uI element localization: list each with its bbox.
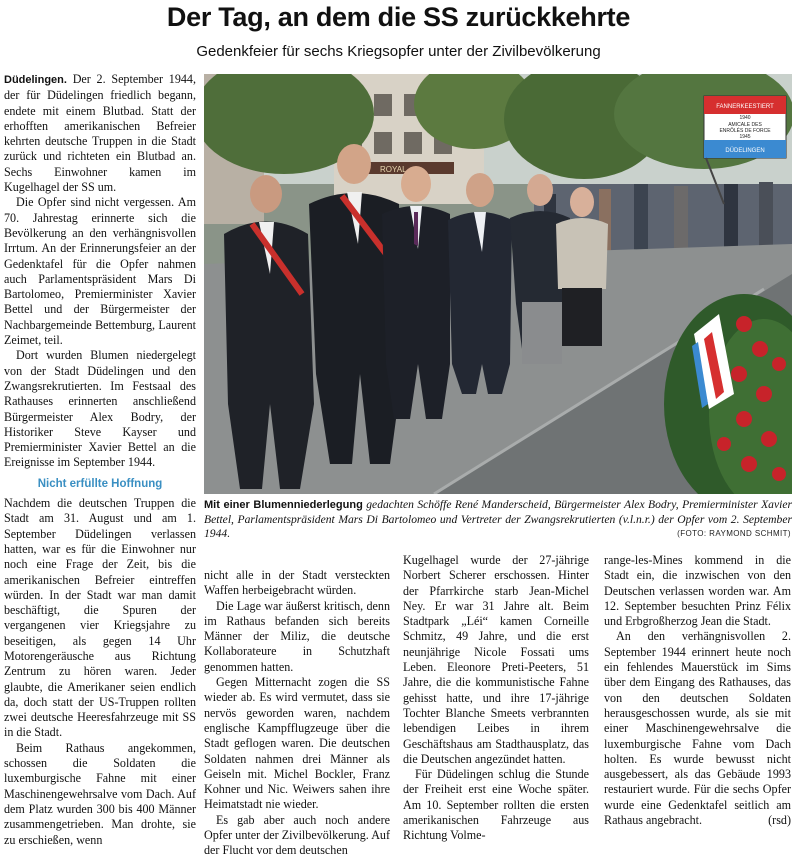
section-paragraph-1: Nachdem die deutschen Truppen die Stadt am 31. August und am 1. September Düdelingen verlassen hatten, war es für die Einwohner nur noch eine Frage der Zeit, bis die amerikanischen Befreier eintreffen würden. In der Stadt war man damit beschäftigt, die Spuren der vergangenen vier Kriegsjahre zu beseitigen, als gegen 14 Uhr Motorengeräusche aus Richtung Zentrum zu hören waren. Jeder glaubte, die Amerikaner seien endlich da, doch statt der US-Truppen rollten zwei deutsche Heeresfahrzeuge mit SS in die Stadt.	[4, 496, 196, 740]
article-column-4	[604, 553, 791, 828]
author-signature: (rsd)	[768, 813, 791, 828]
intro-text-1: Der 2. September 1944, der für Düdelingen friedlich begann, endete mit einem Blutbad. Statt der erhofften amerikanischen Befreier kehrten deutsche Truppen in die Stadt zurück und richteten ein Blutbad an. Sechs Einwohner kamen im Kugelhagel der SS um.	[4, 72, 196, 195]
photo-credit: (FOTO: RAYMOND SCHMIT)	[677, 529, 791, 538]
banner-line-5: 1945	[739, 134, 751, 140]
col2-paragraph-4: Es gab aber auch noch andere Opfer unter der Zivilbevölkerung. Auf der Flucht vor dem deutschen	[204, 812, 390, 858]
shop-sign: ROYAL	[380, 165, 407, 174]
caption-lead: Mit einer Blumenniederlegung	[204, 499, 363, 511]
headline: Der Tag, an dem die SS zurückkehrte	[166, 2, 631, 32]
ceremony-photo	[204, 74, 792, 494]
banner-line-4: ENRÔLÉS DE FORCE	[719, 128, 771, 134]
banner-line-6: DÜDELINGEN	[725, 148, 765, 154]
col3-paragraph-1: Kugelhagel wurde der 27-jährige Norbert Scherer erschossen. Hinter der Pfarrkirche starb Jean-Michel Ney. Er war 31 Jahre alt. Beim Stadtpark „Léi“ kamen Corneille Schmitz, 49 Jahre, und die erst neunjährige Nicole Fossati ums Leben. Eleonore Preti-Peeters, 51 Jahre, die die kommunistische Fahne gehisst hatte, und ihre 17-jährige Tochter Blanche Smeets verbrannten lebendigen Leibes in ihrem Geschäftshaus am Stadthausplatz, das die Deutschen angezündet hatten.	[403, 553, 589, 766]
col2-paragraph-1: nicht alle in der Stadt versteckten Waffen herbeigebracht würden.	[204, 568, 390, 598]
col2-paragraph-2: Die Lage war äußerst kritisch, denn im Rathaus befanden sich bereits Männer der Miliz, die deutsche Kollaborateure in Schutzhaft genommen hatten.	[204, 598, 390, 674]
article-column-1	[4, 72, 196, 848]
col3-paragraph-2: Für Düdelingen schlug die Stunde der Freiheit erst eine Woche später. Am 10. September rollten die ersten amerikanischen Fahrzeuge aus Richtung Volme-	[403, 767, 589, 843]
col2-paragraph-3: Gegen Mitternacht zogen die SS wieder ab. Es wird vermutet, dass sie nervös geworden waren, nachdem englische Kampfflugzeuge über die Stadt geflogen waren. Die deutschen Soldaten nahmen drei Männer als Geiseln mit. Michel Bockler, Franz Kohner und Nic. Weiwers sahen ihre Heimatstadt nie wieder.	[204, 675, 390, 812]
intro-paragraph-2: Die Opfer sind nicht vergessen. Am 70. Jahrestag erinnerte sich die Bevölkerung an den verhängnisvollen Irrtum. An der Erinnerungsfeier an der Gedenktafel für die Opfer nahmen auch Parlamentspräsident Mars Di Bartolomeo, Premierminister Xavier Bettel und der Bürgermeister der Nachbargemeinde Bettemburg, Laurent Zeimet, teil.	[4, 195, 196, 348]
caption-text: gedachten Schöffe René Manderscheid, Bürgermeister Alex Bodry, Premierminister Xavier Bettel, Parlamentspräsident Mars Di Bartolomeo und Vertreter der Zwangsrekrutierten (v.l.n.r.) der Opfer vom 2. September 1944.	[204, 498, 792, 540]
banner-line-3: AMICALE DES	[728, 122, 762, 128]
article-column-2	[204, 568, 390, 859]
article-column-3	[403, 553, 589, 844]
col4-paragraph-2-text: An den verhängnisvollen 2. September 1944 erinnert heute noch ein fehlendes Mauerstück im Sims über dem Eingang des Rathauses, das von den deutschen Soldaten herausgeschossen wurde, als sie mit einer Maschinengewehrsalve die luxemburgische Fahne vom Dach holten. Es wurde bewusst nicht ausgebessert, als das Gebäude 1993 restauriert wurde. Für die sechs Opfer wurde eine Gedenktafel seitlich am Rathaus angebracht.	[604, 629, 791, 828]
intro-paragraph-1	[4, 72, 196, 195]
subheadline: Gedenkfeier für sechs Kriegsopfer unter der Zivilbevölkerung	[196, 43, 601, 60]
banner-line-1: FANNERKEESTIERT	[716, 104, 774, 110]
section-subtitle: Nicht erfüllte Hoffnung	[37, 477, 163, 490]
col4-paragraph-2	[604, 629, 791, 828]
banner-line-2: 1940	[739, 115, 751, 121]
col4-paragraph-1: range-les-Mines kommend in die Stadt ein, die inzwischen von den Deutschen verlassen worden war. Am 12. September besuchten Prinz Félix und Erbgroßherzog Jean die Stadt.	[604, 553, 791, 629]
intro-paragraph-3: Dort wurden Blumen niedergelegt von der Stadt Düdelingen und den Zwangsrekrutierten. Im Festsaal des Rathauses erinnerten anschließend Bürgermeister Alex Bodry, der Historiker Steve Kayser und Premierminister Xavier Bettel an die Ereignisse im September 1944.	[4, 348, 196, 470]
dateline: Düdelingen.	[4, 74, 67, 86]
section-paragraph-2: Beim Rathaus angekommen, schossen die Soldaten die luxemburgische Fahne mit einer Maschinengewehrsalve vom Dach. Auf dem Platz wurden 300 bis 400 Männer zusammengetrieben. Man drohte, sie zu erschießen, wenn	[4, 740, 196, 847]
